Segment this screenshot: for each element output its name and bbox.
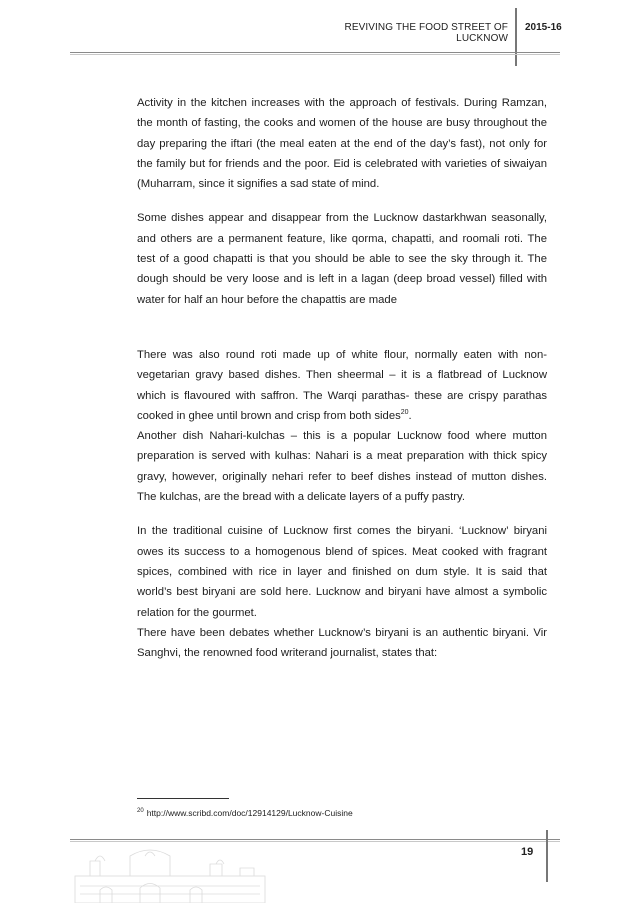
header-rule bbox=[70, 52, 560, 53]
paragraph-nahari: Another dish Nahari-kulchas – this is a popular Lucknow food where mutton preparation is served with kulhas: Nahari is a meat preparation with thick spicy gravy, however, originally nehari refer to beef dishes instead of mutton dishes. The kulchas, are the bread with a delicate layers of a puffy pastry. bbox=[137, 430, 547, 504]
header-divider bbox=[515, 8, 517, 66]
header-title: REVIVING THE FOOD STREET OF LUCKNOW bbox=[344, 22, 508, 44]
footer-divider bbox=[546, 830, 548, 882]
paragraph-debate: There have been debates whether Lucknow’s biryani is an authentic biryani. Vir Sanghvi, the renowned food writerand journalist, states that: bbox=[137, 626, 547, 660]
body-text bbox=[137, 93, 547, 663]
monument-watermark-icon bbox=[70, 846, 270, 903]
paragraph-festivals: Activity in the kitchen increases with the approach of festivals. During Ramzan, the month of fasting, the cooks and women of the house are busy throughout the day preparing the iftari (the meal eaten at the end of the day’s fast), not only for the family but for friends and the poor. Eid is celebrated with varieties of siwaiyan (Muharram, since it signifies a sad state of mind. bbox=[137, 97, 547, 191]
footnote-link[interactable]: http://www.scribd.com/doc/12914129/Lucknow-Cuisine bbox=[146, 808, 353, 818]
paragraph-roti-text: There was also round roti made up of white flour, normally eaten with non-vegetarian gravy based dishes. Then sheermal – it is a flatbread of Lucknow which is flavoured with saffron. The Warqi parathas- these are crispy parathas cooked in ghee until brown and crisp from both sides bbox=[137, 348, 547, 422]
footer-rule bbox=[70, 839, 560, 840]
page-number: 19 bbox=[521, 846, 534, 858]
paragraph-dastarkhwan: Some dishes appear and disappear from the Lucknow dastarkhwan seasonally, and others are a permanent feature, like qorma, chapatti, and roomali roti. The test of a good chapatti is that you should be able to see the sky through it. The dough should be very loose and is left in a lagan (deep broad vessel) filled with water for half an hour before the chapattis are made bbox=[137, 212, 547, 306]
paragraph-roti bbox=[137, 345, 547, 426]
footnote bbox=[137, 808, 353, 818]
paragraph-roti-end: . bbox=[408, 409, 412, 422]
header-year: 2015-16 bbox=[525, 22, 562, 33]
footnote-separator bbox=[137, 798, 229, 799]
header-rule-light bbox=[70, 54, 560, 55]
paragraph-biryani: In the traditional cuisine of Lucknow first comes the biryani. ‘Lucknow’ biryani owes its success to a homogenous blend of spices. Meat cooked with fragrant spices, combined with rice in layer and finished on dum style. It is said that world’s best biryani are sold here. Lucknow and biryani have almost a symbolic relation for the gourmet. bbox=[137, 525, 547, 619]
footer-rule-light bbox=[70, 841, 560, 842]
footnote-number: 20 bbox=[137, 808, 144, 815]
footnote-reference: 20 bbox=[400, 409, 409, 417]
